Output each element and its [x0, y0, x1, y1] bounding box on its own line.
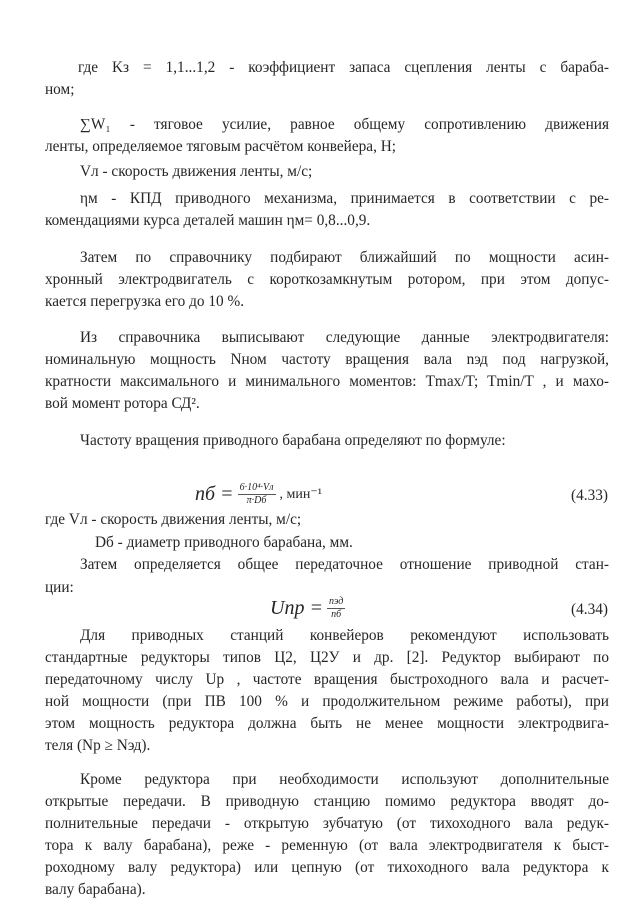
text-line: где Kз = 1,1...1,2 - коэффициент запаса сцепления ленты с бараба-: [78, 59, 609, 76]
equation-number: (4.34): [571, 601, 608, 618]
equation-number: (4.33): [571, 487, 608, 504]
text-line: стандартные редукторы типов Ц2, Ц2У и др. [2]. Редуктор выбирают по: [45, 649, 609, 666]
text-line: вой момент ротора СД².: [45, 395, 200, 412]
text-line: Dб - диаметр приводного барабана, мм.: [95, 534, 353, 551]
text-line: передаточному числу Uр , частоте вращения быстроходного вала и расчет-: [45, 671, 609, 688]
text-line: ной мощности (при ПВ 100 % и продолжительном режиме работы), при: [45, 693, 609, 710]
formula-denominator: π·Dб: [246, 495, 267, 506]
text-line: Из справочника выписывают следующие данные электродвигателя:: [80, 329, 609, 346]
text-line: ленты, определяемое тяговым расчётом конвейера, Н;: [45, 138, 397, 155]
text-line: Частоту вращения приводного барабана определяют по формуле:: [80, 432, 506, 449]
text-line: Кроме редуктора при необходимости используют дополнительные: [80, 771, 609, 788]
formula-lhs: nб =: [195, 483, 234, 505]
text-line: ции:: [45, 579, 74, 596]
text-line: ∑W₁ - тяговое усилие, равное общему сопротивлению движения: [80, 116, 609, 133]
text-line: роходному валу редуктора) или цепную (от тихоходного вала редуктора к: [45, 859, 609, 876]
formula-unit: , мин⁻¹: [279, 487, 322, 502]
formula-denominator: nб: [331, 609, 342, 620]
text-line: комендациями курса деталей машин ηм= 0,8...0,9.: [45, 212, 371, 229]
text-line: валу барабана).: [45, 881, 146, 898]
text-line: теля (Nр ≥ Nэд).: [45, 737, 151, 754]
formula-gear-ratio: [270, 596, 345, 621]
text-line: кается перегрузка его до 10 %.: [45, 293, 245, 310]
formula-drum-speed: [195, 482, 322, 507]
formula-numerator: nэд: [328, 596, 344, 607]
text-line: кратности максимального и минимального моментов: Tmax/T; Tmin/T , и махо-: [45, 373, 609, 390]
text-line: Vл - скорость движения ленты, м/с;: [80, 163, 313, 180]
text-line: Для приводных станций конвейеров рекомендуют использовать: [80, 627, 609, 644]
text-line: полнительные передачи - открытую зубчатую (от тихоходного вала редук-: [45, 815, 609, 832]
text-line: Затем по справочнику подбирают ближайший по мощности асин-: [80, 249, 609, 266]
text-line: номинальную мощность Nном частоту вращения вала nэд под нагрузкой,: [45, 351, 609, 368]
formula-fraction: [327, 596, 345, 621]
formula-fraction: [238, 482, 276, 507]
text-line: открытые передачи. В приводную станцию помимо редуктора вводят до-: [45, 793, 609, 810]
formula-numerator: 6·10⁴·Vл: [239, 482, 274, 493]
text-line: ном;: [45, 81, 75, 98]
text-line: тора к валу барабана), реже - ременную (от вала электродвигателя к быст-: [45, 837, 609, 854]
formula-lhs: Uпр =: [270, 597, 323, 619]
text-line: хронный электродвигатель с короткозамкнутым ротором, при этом допус-: [45, 271, 609, 288]
text-line: где Vл - скорость движения ленты, м/с;: [45, 511, 302, 528]
text-line: Затем определяется общее передаточное отношение приводной стан-: [80, 556, 609, 573]
text-line: ηм - КПД приводного механизма, принимается в соответствии с ре-: [80, 190, 609, 207]
text-line: этом мощность редуктора должна быть не менее мощности электродвига-: [45, 715, 609, 732]
